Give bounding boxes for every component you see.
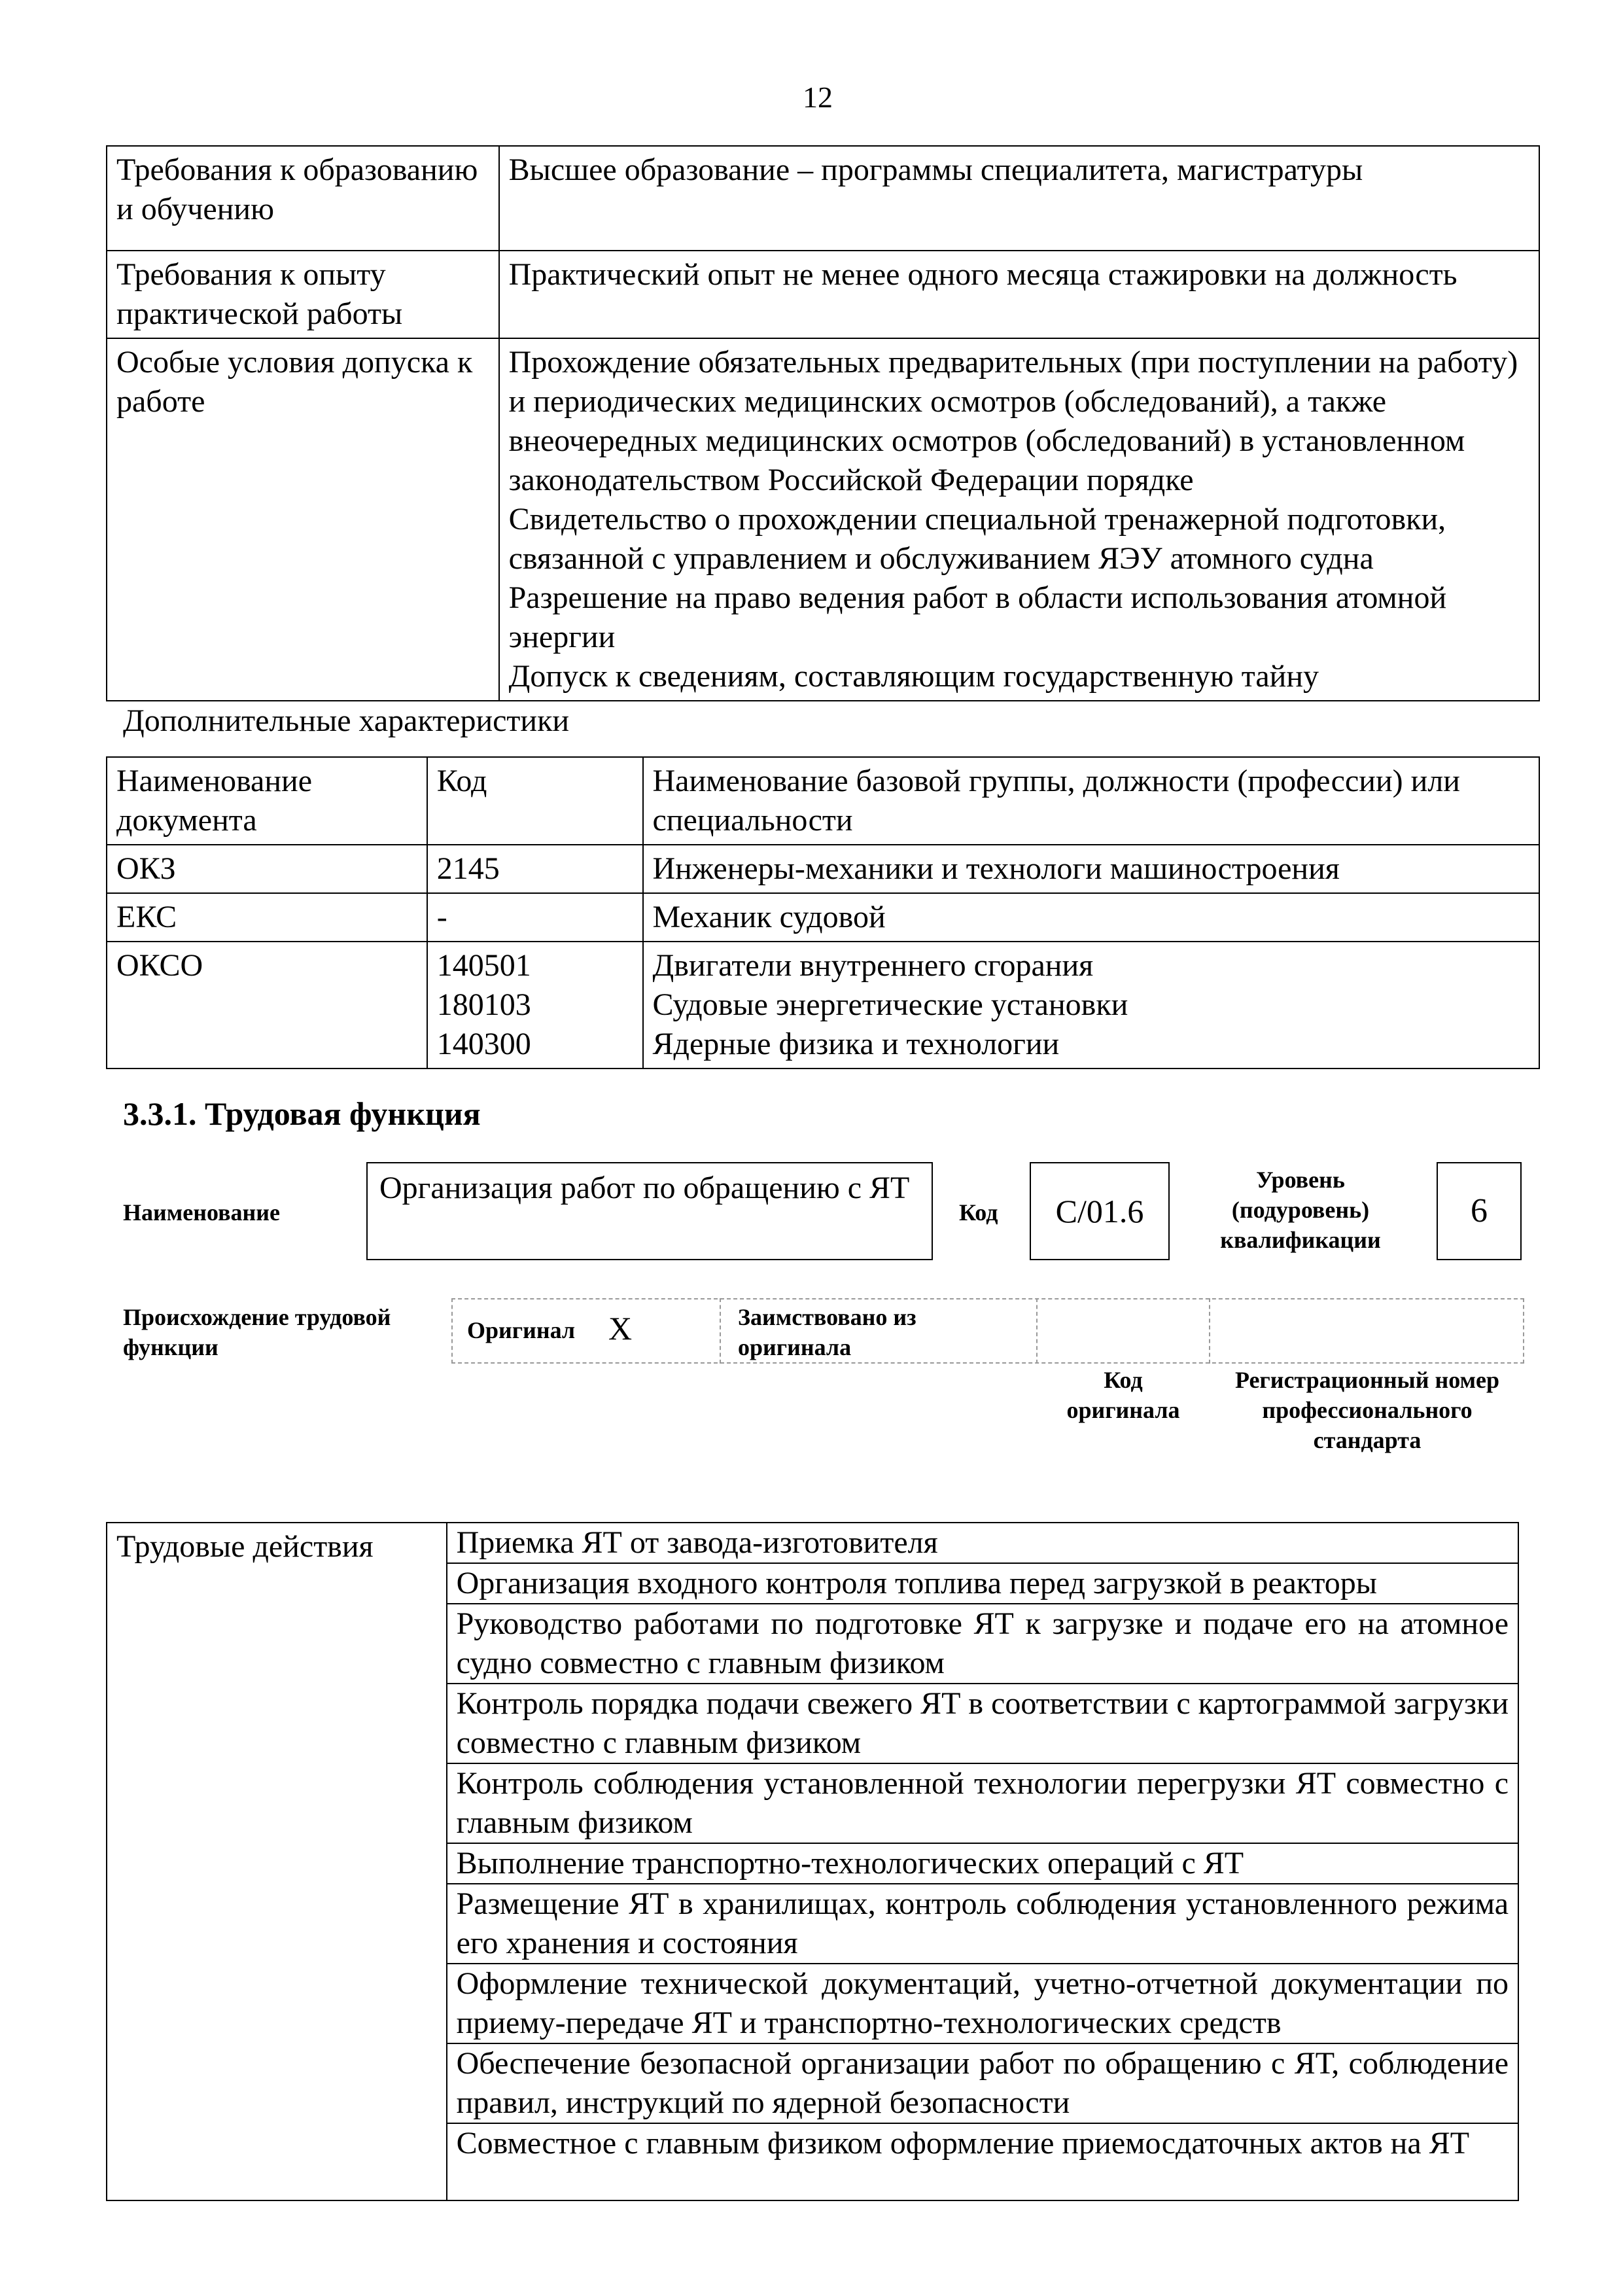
- origin-divider: [720, 1298, 721, 1364]
- table-row: [107, 251, 1539, 338]
- header-name: Наименование базовой группы, должности (профессии) или специальности: [643, 757, 1540, 845]
- name-cell: [643, 942, 1540, 1069]
- level-value-box: 6: [1437, 1162, 1522, 1260]
- borrowed-label: Заимствовано из оригинала: [738, 1304, 916, 1360]
- reg-number-caption: Регистрационный номер профессионального стандарта: [1234, 1367, 1500, 1453]
- admission-line: Свидетельство о прохождении специальной тренажерной подготовки, связанной с управлением и обслуживанием ЯЭУ атомного судна: [508, 502, 1446, 576]
- code-label: Код: [959, 1199, 998, 1226]
- function-name-box: Организация работ по обращению с ЯТ: [366, 1162, 933, 1260]
- action-item: Оформление технической документаций, учетно-отчетной документации по приему-передаче ЯТ и транспортно-технологических средств: [447, 1964, 1518, 2043]
- experience-label: Требования к опыту практической работы: [107, 251, 499, 338]
- level-label: Уровень (подуровень) квалификации: [1220, 1167, 1381, 1253]
- admission-line: Допуск к сведениям, составляющим государственную тайну: [508, 659, 1319, 694]
- code-line: 180103: [436, 987, 531, 1022]
- additional-table: [106, 756, 1540, 1069]
- header-doc: Наименование документа: [107, 757, 427, 845]
- original-mark[interactable]: X: [608, 1310, 633, 1347]
- name-cell: Инженеры-механики и технологи машиностроения: [643, 845, 1540, 893]
- page-number: 12: [803, 80, 833, 114]
- experience-value: Практический опыт не менее одного месяца стажировки на должность: [499, 251, 1539, 338]
- action-item: Размещение ЯТ в хранилищах, контроль соблюдения установленного режима его хранения и состояния: [447, 1884, 1518, 1964]
- function-code-box: C/01.6: [1030, 1162, 1170, 1260]
- action-item: Выполнение транспортно-технологических операций с ЯТ: [447, 1843, 1518, 1884]
- additional-title: Дополнительные характеристики: [123, 703, 570, 738]
- doc-cell: ОКСО: [107, 942, 427, 1069]
- admission-line: Разрешение на право ведения работ в области использования атомной энергии: [508, 580, 1447, 654]
- action-item: Контроль порядка подачи свежего ЯТ в соответствии с картограммой загрузки совместно с главным физиком: [447, 1684, 1518, 1763]
- education-label: Требования к образованию и обучению: [107, 146, 499, 251]
- origin-divider: [1036, 1298, 1038, 1364]
- admission-line: Прохождение обязательных предварительных (при поступлении на работу) и периодических медицинских осмотров (обследований), а также внеочередных медицинских осмотров (обследований) в установленном законодательством Российской Федерации порядке: [508, 345, 1518, 497]
- education-value: Высшее образование – программы специалитета, магистратуры: [499, 146, 1539, 251]
- origin-label: Происхождение трудовой функции: [123, 1304, 391, 1360]
- name-line: Судовые энергетические установки: [652, 987, 1128, 1022]
- doc-cell: ОКЗ: [107, 845, 427, 893]
- name-line: Двигатели внутреннего сгорания: [652, 948, 1094, 983]
- header-code: Код: [427, 757, 643, 845]
- origin-divider: [1209, 1298, 1210, 1364]
- table-row: [107, 1523, 1518, 1563]
- action-item: Руководство работами по подготовке ЯТ к загрузке и подаче его на атомное судно совместно с главным физиком: [447, 1604, 1518, 1684]
- action-item: Приемка ЯТ от завода-изготовителя: [447, 1523, 1518, 1563]
- table-row: [107, 757, 1539, 845]
- action-item: Обеспечение безопасной организации работ по обращению с ЯТ, соблюдение правил, инструкций по ядерной безопасности: [447, 2043, 1518, 2123]
- table-row: [107, 845, 1539, 893]
- table-row: [107, 146, 1539, 251]
- table-row: [107, 942, 1539, 1069]
- code-cell: 2145: [427, 845, 643, 893]
- code-line: 140501: [436, 948, 531, 983]
- table-row: [107, 338, 1539, 701]
- code-cell: [427, 942, 643, 1069]
- action-item: Контроль соблюдения установленной технологии перегрузки ЯТ совместно с главным физиком: [447, 1763, 1518, 1843]
- actions-label: Трудовые действия: [107, 1523, 447, 2200]
- doc-cell: ЕКС: [107, 893, 427, 942]
- action-item: Организация входного контроля топлива перед загрузкой в реакторы: [447, 1563, 1518, 1604]
- code-cell: -: [427, 893, 643, 942]
- requirements-table: [106, 145, 1540, 701]
- table-row: [107, 893, 1539, 942]
- admission-value: [499, 338, 1539, 701]
- name-label: Наименование: [123, 1199, 280, 1226]
- code-original-caption: Код оригинала: [1066, 1367, 1180, 1423]
- action-item: Совместное с главным физиком оформление приемосдаточных актов на ЯТ: [447, 2123, 1518, 2200]
- name-cell: Механик судовой: [643, 893, 1540, 942]
- original-label: Оригинал: [467, 1317, 576, 1343]
- admission-label: Особые условия допуска к работе: [107, 338, 499, 701]
- function-heading: 3.3.1. Трудовая функция: [123, 1095, 481, 1132]
- name-line: Ядерные физика и технологии: [652, 1027, 1060, 1061]
- code-line: 140300: [436, 1027, 531, 1061]
- actions-table: [106, 1522, 1519, 2201]
